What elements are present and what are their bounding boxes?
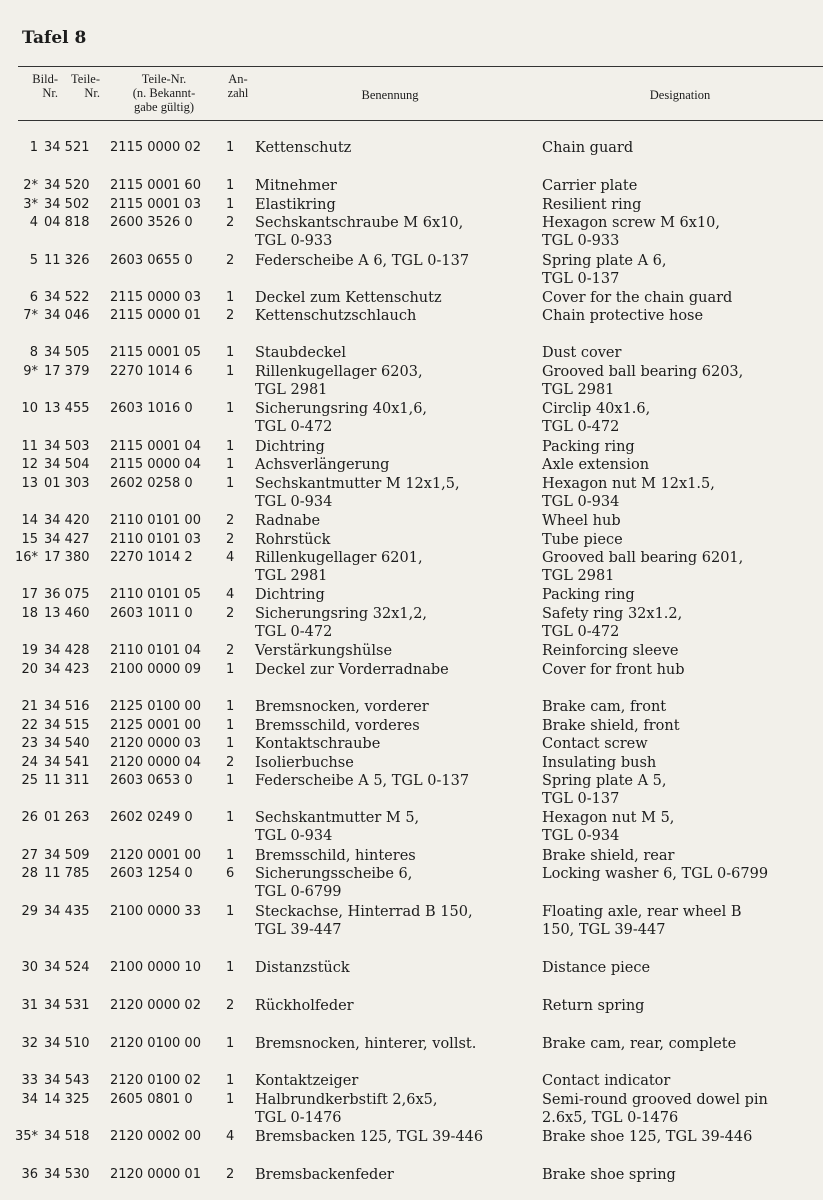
row-benennung: Dichtring [255,587,325,603]
row-bild-nr: 4 [29,215,38,230]
row-benennung: Rohrstück [255,532,331,548]
row-teile-nr: 34 543 [44,1073,90,1088]
row-designation: Cover for front hub [542,662,685,678]
row-teile-nr-new: 2603 1011 0 [110,606,193,621]
header-rule-bottom [18,120,823,121]
row-anzahl: 1 [226,736,235,751]
row-teile-nr: 34 420 [44,513,90,528]
row-benennung: Sicherungsscheibe 6, [255,866,413,882]
row-teile-nr-new: 2100 0000 33 [110,904,201,919]
header-teile-nr-new-text: Teile-Nr. (n. Bekannt- gabe gültig) [132,72,196,114]
row-anzahl: 2 [226,253,235,268]
row-bild-nr: 31 [21,998,38,1013]
row-teile-nr-new: 2605 0801 0 [110,1092,193,1107]
row-anzahl: 1 [226,699,235,714]
row-benennung: Kettenschutzschlauch [255,308,417,324]
row-benennung: Bremsnocken, vorderer [255,699,429,715]
row-bild-nr: 1 [29,140,38,155]
row-designation: Dust cover [542,345,622,361]
row-benennung: TGL 0-933 [255,233,333,249]
row-designation: TGL 0-472 [542,624,620,640]
row-teile-nr-new: 2115 0000 02 [110,140,201,155]
row-teile-nr: 11 785 [44,866,90,881]
row-bild-nr: 32 [21,1036,38,1051]
row-designation: Grooved ball bearing 6201, [542,550,744,566]
row-teile-nr-new: 2125 0001 00 [110,718,201,733]
row-teile-nr: 34 518 [44,1129,90,1144]
row-anzahl: 4 [226,1129,235,1144]
row-teile-nr-new: 2603 1254 0 [110,866,193,881]
row-anzahl: 1 [226,178,235,193]
row-designation: Carrier plate [542,178,638,194]
row-bild-nr: 16* [14,550,38,565]
row-bild-nr: 24 [21,755,38,770]
row-benennung: Kettenschutz [255,140,352,156]
row-teile-nr-new: 2120 0000 02 [110,998,201,1013]
row-benennung: Sechskantschraube M 6x10, [255,215,464,231]
row-anzahl: 2 [226,1167,235,1182]
row-designation: TGL 2981 [542,568,615,584]
row-anzahl: 1 [226,1073,235,1088]
row-designation: Hexagon nut M 5, [542,810,675,826]
row-anzahl: 2 [226,215,235,230]
row-teile-nr-new: 2120 0000 03 [110,736,201,751]
row-designation: TGL 0-472 [542,419,620,435]
row-anzahl: 1 [226,1092,235,1107]
page-title: Tafel 8 [22,28,87,48]
row-benennung: TGL 0-472 [255,419,333,435]
row-designation: Distance piece [542,960,651,976]
row-anzahl: 4 [226,587,235,602]
row-designation: Wheel hub [542,513,621,529]
row-bild-nr: 29 [21,904,38,919]
row-designation: Grooved ball bearing 6203, [542,364,744,380]
row-anzahl: 2 [226,308,235,323]
row-teile-nr-new: 2270 1014 6 [110,364,193,379]
row-teile-nr: 34 428 [44,643,90,658]
row-teile-nr-new: 2270 1014 2 [110,550,193,565]
header-teile-text: Teile- Nr. [71,72,100,100]
row-designation: 2.6x5, TGL 0-1476 [542,1110,679,1126]
row-designation: TGL 0-137 [542,791,620,807]
row-teile-nr: 17 379 [44,364,90,379]
row-teile-nr: 34 427 [44,532,90,547]
row-teile-nr: 34 516 [44,699,90,714]
header-rule-top [18,66,823,67]
row-anzahl: 2 [226,606,235,621]
row-designation: Brake cam, rear, complete [542,1036,737,1052]
row-designation: Semi-round grooved dowel pin [542,1092,768,1108]
row-teile-nr: 34 520 [44,178,90,193]
row-bild-nr: 30 [21,960,38,975]
header-teile [58,72,100,100]
row-bild-nr: 23 [21,736,38,751]
row-benennung: Isolierbuchse [255,755,354,771]
row-designation: Packing ring [542,439,635,455]
row-designation: Chain guard [542,140,634,156]
header-teile-nr-new [108,72,220,114]
row-bild-nr: 36 [21,1167,38,1182]
row-benennung: Rückholfeder [255,998,354,1014]
row-designation: Brake shield, rear [542,848,675,864]
row-bild-nr: 18 [21,606,38,621]
row-designation: Spring plate A 6, [542,253,667,269]
row-bild-nr: 15 [21,532,38,547]
row-anzahl: 1 [226,810,235,825]
row-teile-nr-new: 2115 0000 01 [110,308,201,323]
row-benennung: TGL 2981 [255,382,328,398]
row-anzahl: 1 [226,960,235,975]
row-designation: Return spring [542,998,645,1014]
row-teile-nr-new: 2110 0101 00 [110,513,201,528]
row-teile-nr-new: 2120 0100 02 [110,1073,201,1088]
row-designation: Locking washer 6, TGL 0-6799 [542,866,769,882]
row-designation: Brake shoe 125, TGL 39-446 [542,1129,753,1145]
row-teile-nr-new: 2120 0000 04 [110,755,201,770]
row-teile-nr-new: 2602 0249 0 [110,810,193,825]
row-bild-nr: 11 [21,439,38,454]
row-benennung: Bremsschild, hinteres [255,848,416,864]
row-benennung: Kontaktschraube [255,736,381,752]
row-designation: Floating axle, rear wheel B [542,904,742,920]
row-teile-nr: 34 435 [44,904,90,919]
row-anzahl: 1 [226,401,235,416]
header-bild [18,72,58,100]
row-benennung: TGL 0-6799 [255,884,342,900]
row-bild-nr: 34 [21,1092,38,1107]
header-designation [590,88,770,102]
row-teile-nr-new: 2115 0001 04 [110,439,201,454]
row-bild-nr: 8 [29,345,38,360]
row-bild-nr: 5 [29,253,38,268]
row-anzahl: 1 [226,345,235,360]
row-teile-nr: 34 504 [44,457,90,472]
row-anzahl: 6 [226,866,235,881]
row-bild-nr: 6 [29,290,38,305]
row-teile-nr: 34 510 [44,1036,90,1051]
row-teile-nr-new: 2100 0000 10 [110,960,201,975]
row-teile-nr: 13 455 [44,401,90,416]
row-benennung: Bremsnocken, hinterer, vollst. [255,1036,477,1052]
row-teile-nr-new: 2115 0001 03 [110,197,201,212]
row-designation: TGL 0-933 [542,233,620,249]
header-designation-text: Designation [649,88,711,102]
row-designation: Hexagon screw M 6x10, [542,215,721,231]
row-anzahl: 1 [226,848,235,863]
row-bild-nr: 7* [23,308,38,323]
row-bild-nr: 26 [21,810,38,825]
row-benennung: Kontaktzeiger [255,1073,359,1089]
header-benennung [300,88,480,102]
row-teile-nr: 34 423 [44,662,90,677]
row-teile-nr-new: 2115 0001 05 [110,345,201,360]
row-bild-nr: 13 [21,476,38,491]
row-teile-nr-new: 2115 0001 60 [110,178,201,193]
row-benennung: Staubdeckel [255,345,347,361]
row-anzahl: 1 [226,439,235,454]
row-teile-nr: 34 541 [44,755,90,770]
row-teile-nr-new: 2110 0101 04 [110,643,201,658]
row-designation: Contact screw [542,736,648,752]
row-designation: TGL 0-934 [542,828,620,844]
row-bild-nr: 10 [21,401,38,416]
row-designation: Cover for the chain guard [542,290,733,306]
row-bild-nr: 20 [21,662,38,677]
row-designation: Packing ring [542,587,635,603]
row-anzahl: 1 [226,476,235,491]
row-bild-nr: 9* [23,364,38,379]
row-designation: 150, TGL 39-447 [542,922,666,938]
row-teile-nr: 36 075 [44,587,90,602]
row-teile-nr-new: 2600 3526 0 [110,215,193,230]
row-anzahl: 4 [226,550,235,565]
row-anzahl: 1 [226,662,235,677]
row-teile-nr-new: 2125 0100 00 [110,699,201,714]
row-benennung: Sechskantmutter M 5, [255,810,420,826]
row-teile-nr-new: 2110 0101 03 [110,532,201,547]
row-bild-nr: 25 [21,773,38,788]
row-bild-nr: 2* [23,178,38,193]
row-teile-nr-new: 2110 0101 05 [110,587,201,602]
row-benennung: Achsverlängerung [255,457,390,473]
row-teile-nr: 01 303 [44,476,90,491]
row-anzahl: 1 [226,718,235,733]
row-benennung: Federscheibe A 5, TGL 0-137 [255,773,470,789]
row-teile-nr-new: 2120 0000 01 [110,1167,201,1182]
row-teile-nr-new: 2115 0000 03 [110,290,201,305]
row-benennung: Halbrundkerbstift 2,6x5, [255,1092,438,1108]
row-designation: TGL 0-934 [542,494,620,510]
row-benennung: Steckachse, Hinterrad B 150, [255,904,473,920]
row-teile-nr: 34 521 [44,140,90,155]
row-designation: Brake shoe spring [542,1167,676,1183]
row-anzahl: 1 [226,1036,235,1051]
row-designation: Brake cam, front [542,699,667,715]
row-benennung: Rillenkugellager 6201, [255,550,423,566]
row-designation: Hexagon nut M 12x1.5, [542,476,715,492]
row-designation: Spring plate A 5, [542,773,667,789]
row-designation: Chain protective hose [542,308,704,324]
row-benennung: Deckel zur Vorderradnabe [255,662,449,678]
row-designation: Insulating bush [542,755,657,771]
row-teile-nr: 14 325 [44,1092,90,1107]
row-anzahl: 2 [226,643,235,658]
header-benennung-text: Benennung [361,88,419,102]
row-designation: Safety ring 32x1.2, [542,606,683,622]
row-benennung: TGL 0-1476 [255,1110,342,1126]
row-benennung: Rillenkugellager 6203, [255,364,423,380]
row-teile-nr: 34 515 [44,718,90,733]
row-teile-nr-new: 2120 0001 00 [110,848,201,863]
row-teile-nr: 17 380 [44,550,90,565]
row-teile-nr: 34 522 [44,290,90,305]
row-benennung: Distanzstück [255,960,350,976]
row-benennung: Deckel zum Kettenschutz [255,290,442,306]
row-designation: Tube piece [542,532,623,548]
row-benennung: Sicherungsring 40x1,6, [255,401,428,417]
row-teile-nr: 34 540 [44,736,90,751]
row-anzahl: 1 [226,140,235,155]
row-teile-nr: 34 502 [44,197,90,212]
row-teile-nr: 34 524 [44,960,90,975]
row-benennung: Sicherungsring 32x1,2, [255,606,428,622]
row-benennung: Federscheibe A 6, TGL 0-137 [255,253,470,269]
row-benennung: Verstärkungshülse [255,643,393,659]
row-anzahl: 1 [226,773,235,788]
row-teile-nr: 34 505 [44,345,90,360]
row-benennung: Radnabe [255,513,321,529]
row-designation: TGL 0-137 [542,271,620,287]
row-teile-nr: 34 531 [44,998,90,1013]
row-benennung: Mitnehmer [255,178,337,194]
header-anzahl [220,72,256,100]
row-designation: Axle extension [542,457,650,473]
row-designation: Circlip 40x1.6, [542,401,651,417]
header-anzahl-text: An- zahl [227,72,249,100]
row-teile-nr-new: 2602 0258 0 [110,476,193,491]
row-teile-nr: 11 311 [44,773,90,788]
row-benennung: TGL 0-934 [255,828,333,844]
row-designation: Brake shield, front [542,718,680,734]
row-bild-nr: 12 [21,457,38,472]
row-benennung: TGL 2981 [255,568,328,584]
row-anzahl: 1 [226,364,235,379]
row-teile-nr: 11 326 [44,253,90,268]
row-bild-nr: 28 [21,866,38,881]
row-teile-nr: 34 503 [44,439,90,454]
row-teile-nr: 01 263 [44,810,90,825]
row-teile-nr-new: 2603 0653 0 [110,773,193,788]
row-teile-nr-new: 2100 0000 09 [110,662,201,677]
row-anzahl: 2 [226,532,235,547]
header-bild-text: Bild- Nr. [32,72,58,100]
row-bild-nr: 33 [21,1073,38,1088]
row-teile-nr: 34 530 [44,1167,90,1182]
row-bild-nr: 35* [14,1129,38,1144]
row-bild-nr: 3* [23,197,38,212]
row-teile-nr: 04 818 [44,215,90,230]
row-benennung: Sechskantmutter M 12x1,5, [255,476,460,492]
row-bild-nr: 22 [21,718,38,733]
row-teile-nr-new: 2603 0655 0 [110,253,193,268]
row-anzahl: 1 [226,457,235,472]
row-anzahl: 1 [226,290,235,305]
row-bild-nr: 14 [21,513,38,528]
row-teile-nr: 34 509 [44,848,90,863]
row-benennung: TGL 0-472 [255,624,333,640]
row-anzahl: 1 [226,197,235,212]
row-bild-nr: 27 [21,848,38,863]
row-designation: Reinforcing sleeve [542,643,679,659]
row-benennung: Elastikring [255,197,336,213]
row-designation: Resilient ring [542,197,642,213]
row-bild-nr: 21 [21,699,38,714]
row-benennung: Bremsbacken 125, TGL 39-446 [255,1129,484,1145]
row-teile-nr-new: 2120 0100 00 [110,1036,201,1051]
row-teile-nr-new: 2603 1016 0 [110,401,193,416]
row-bild-nr: 17 [21,587,38,602]
row-designation: Contact indicator [542,1073,671,1089]
row-benennung: TGL 39-447 [255,922,342,938]
row-teile-nr: 13 460 [44,606,90,621]
row-designation: TGL 2981 [542,382,615,398]
row-benennung: Bremsbackenfeder [255,1167,394,1183]
row-anzahl: 1 [226,904,235,919]
row-benennung: Dichtring [255,439,325,455]
row-teile-nr-new: 2115 0000 04 [110,457,201,472]
row-teile-nr-new: 2120 0002 00 [110,1129,201,1144]
row-benennung: TGL 0-934 [255,494,333,510]
row-anzahl: 2 [226,998,235,1013]
row-bild-nr: 19 [21,643,38,658]
row-anzahl: 2 [226,755,235,770]
row-anzahl: 2 [226,513,235,528]
row-teile-nr: 34 046 [44,308,90,323]
row-benennung: Bremsschild, vorderes [255,718,420,734]
